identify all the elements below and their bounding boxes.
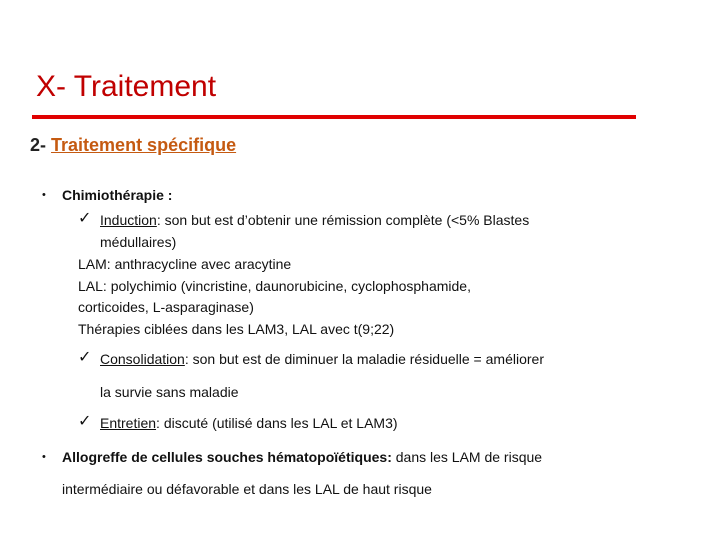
entretien-line [100,414,398,432]
chimio-heading: Chimiothérapie : [62,187,173,203]
consolidation-text-cont: la survie sans maladie [100,384,239,400]
consolidation-text: : son but est de diminuer la maladie résiduelle = améliorer [184,351,544,367]
entretien-term: Entretien [100,415,157,431]
lam-line: LAM: anthracycline avec aracytine [78,256,292,272]
slide-title: X- Traitement [36,70,217,103]
therapies-ciblees-line: Thérapies ciblées dans les LAM3, LAL avec t(9;22) [78,321,395,337]
section-subtitle [30,135,236,156]
check-icon: ✓ [78,413,92,430]
entretien-text: : discuté (utilisé dans les LAL et LAM3) [156,415,398,431]
check-icon: ✓ [78,210,92,227]
section-number: 2- [30,135,47,155]
lal-line-cont: corticoides, L-asparaginase) [78,299,254,315]
title-underline-rule [32,115,636,119]
section-title: Traitement spécifique [51,135,237,155]
consolidation-term: Consolidation [100,351,185,367]
consolidation-line [100,350,544,368]
lal-line: LAL: polychimio (vincristine, daunorubicine, cyclophosphamide, [78,278,471,294]
allogreffe-text: dans les LAM de risque [391,449,543,465]
bullet-icon: • [42,189,46,201]
allogreffe-line [62,448,542,466]
check-icon: ✓ [78,349,92,366]
induction-text: : son but est d’obtenir une rémission complète (<5% Blastes [156,212,530,228]
induction-line [100,211,529,229]
bullet-icon: • [42,451,46,463]
induction-text-cont: médullaires) [100,234,177,250]
allogreffe-heading: Allogreffe de cellules souches hématopoïétiques: [62,449,392,465]
induction-term: Induction [100,212,157,228]
allogreffe-text-cont: intermédiaire ou défavorable et dans les LAL de haut risque [62,481,432,497]
